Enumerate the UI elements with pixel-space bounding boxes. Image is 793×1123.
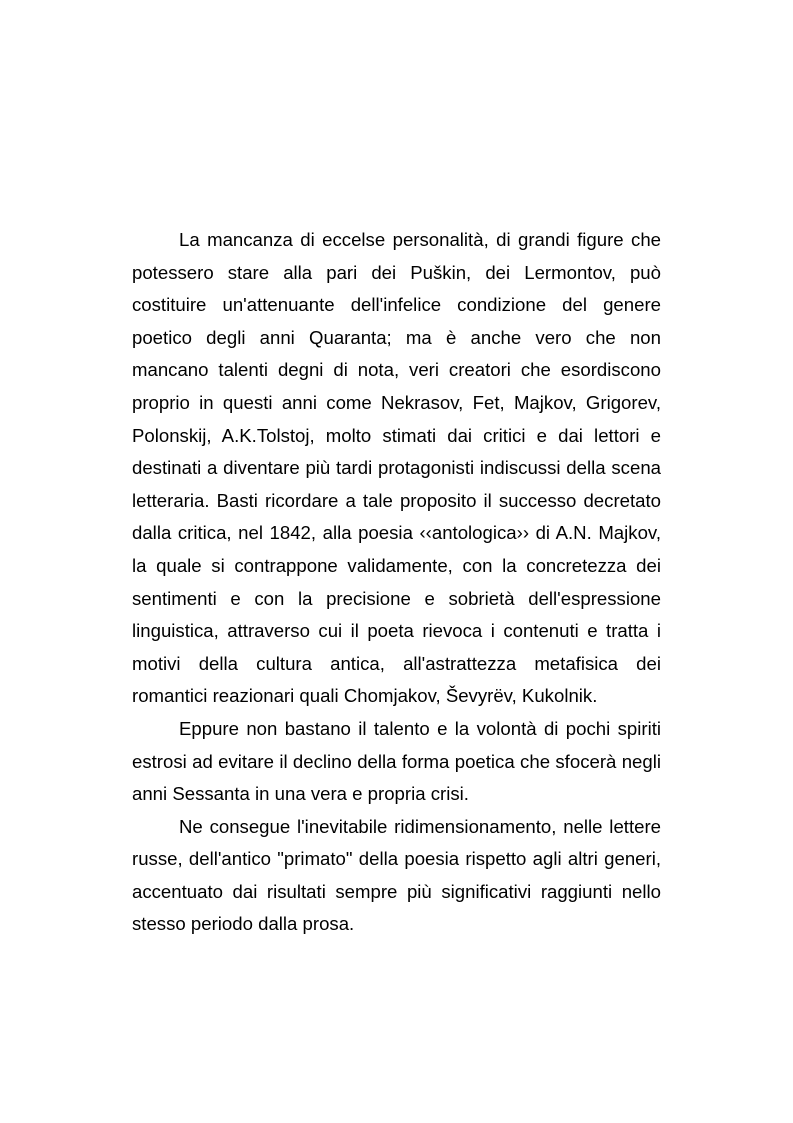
paragraph-3: Ne consegue l'inevitabile ridimensionamento, nelle lettere russe, dell'antico "primato" della poesia rispetto agli altri generi, accentuato dai risultati sempre più significativi raggiunti nello stesso periodo dalla prosa. [132, 815, 661, 935]
body-text [132, 224, 661, 941]
paragraph-1: La mancanza di eccelse personalità, di grandi figure che potessero stare alla pari dei Puškin, dei Lermontov, può costituire un'attenuante dell'infelice condizione del genere poetico degli anni Quaranta; ma è anche vero che non mancano talenti degni di nota, veri creatori che esordiscono proprio in questi anni come Nekrasov, Fet, Majkov, Grigorev, Polonskij, A.K.Tolstoj, molto stimati dai critici e dai lettori e destinati a diventare più tardi protagonisti indiscussi della scena letteraria. Basti ricordare a tale proposito il successo decretato dalla critica, nel 1842, alla poesia ‹‹antologica›› di A.N. Majkov, la quale si contrappone validamente, con la concretezza dei sentimenti e con la precisione e sobrietà dell'espressione linguistica, attraverso cui il poeta rievoca i contenuti e tratta i motivi della cultura antica, all'astrattezza metafisica dei romantici reazionari quali Chomjakov, Ševyrëv, Kukolnik. [132, 229, 661, 707]
paragraph-2: Eppure non bastano il talento e la volontà di pochi spiriti estrosi ad evitare il declino della forma poetica che sfocerà negli anni Sessanta in una vera e propria crisi. [132, 717, 661, 805]
